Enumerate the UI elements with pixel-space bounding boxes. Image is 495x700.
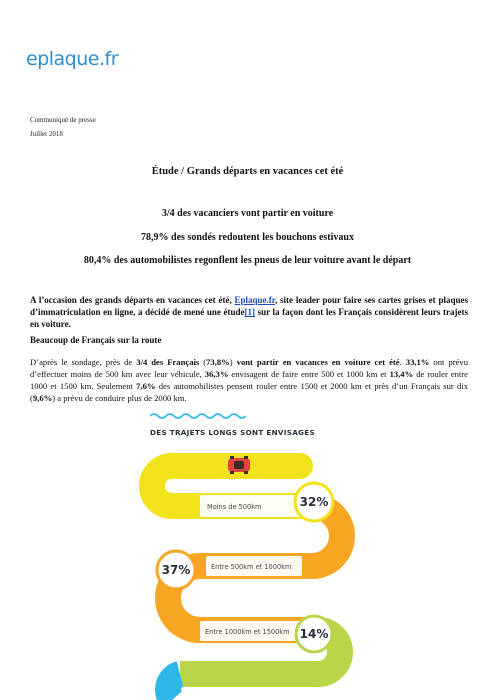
section-title: Beaucoup de Français sur la route [30,335,162,345]
body-paragraph: D’après le sondage, près de 3/4 des Français (73,8%) vont partir en vacances en voiture cet été. 33,1% ont prévu d’effectuer moins de 500 km avec leur véhicule, 36,3% envisagent de faire entre 500 et 1000 km et 13,4% de rouler entre 1000 et 1500 km. Seulement 7,6% des automobilistes pensent rouler entre 1500 et 2000 km et près d’un Français sur dix (9,6%) a prévu de conduire plus de 2000 km. [30,357,469,403]
stage-3-label: Entre 1000km et 1500km [205,628,290,636]
intro-paragraph: A l’occasion des grands départs en vacances cet été, Eplaque.fr, site leader pour faire ses cartes grises et plaques d’immatriculation en ligne, a décidé de mené une étude[1] sur la façon dont les Français considèrent leurs trajets en voiture. [30,295,469,329]
stage-1-label: Moins de 500km [207,503,262,511]
stage-2-value: 37% [161,563,191,577]
headline-1: 3/4 des vacanciers vont partir en voiture [161,208,334,219]
eplaque-logo: eplaque.fr [26,48,119,70]
headline-2: 78,9% des sondés redoutent les bouchons estivaux [141,232,354,243]
stage-2-label: Entre 500km et 1000km [211,563,292,571]
footnote-link[interactable]: [1] [244,307,255,317]
car-icon [228,456,250,474]
headline-3: 80,4% des automobilistes regonflent les pneus de leur voiture avant le départ [83,255,412,266]
infographic-title: DES TRAJETS LONGS SONT ENVISAGÉS [150,428,315,437]
document-date: Juillet 2018 [30,130,63,138]
stage-3-value: 14% [299,627,329,641]
stage-1-value: 32% [299,495,329,509]
document-type: Communiqué de presse [30,116,96,124]
page-title: Étude / Grands départs en vacances cet été [151,166,344,177]
eplaque-link[interactable]: Eplaque.fr [234,295,275,305]
